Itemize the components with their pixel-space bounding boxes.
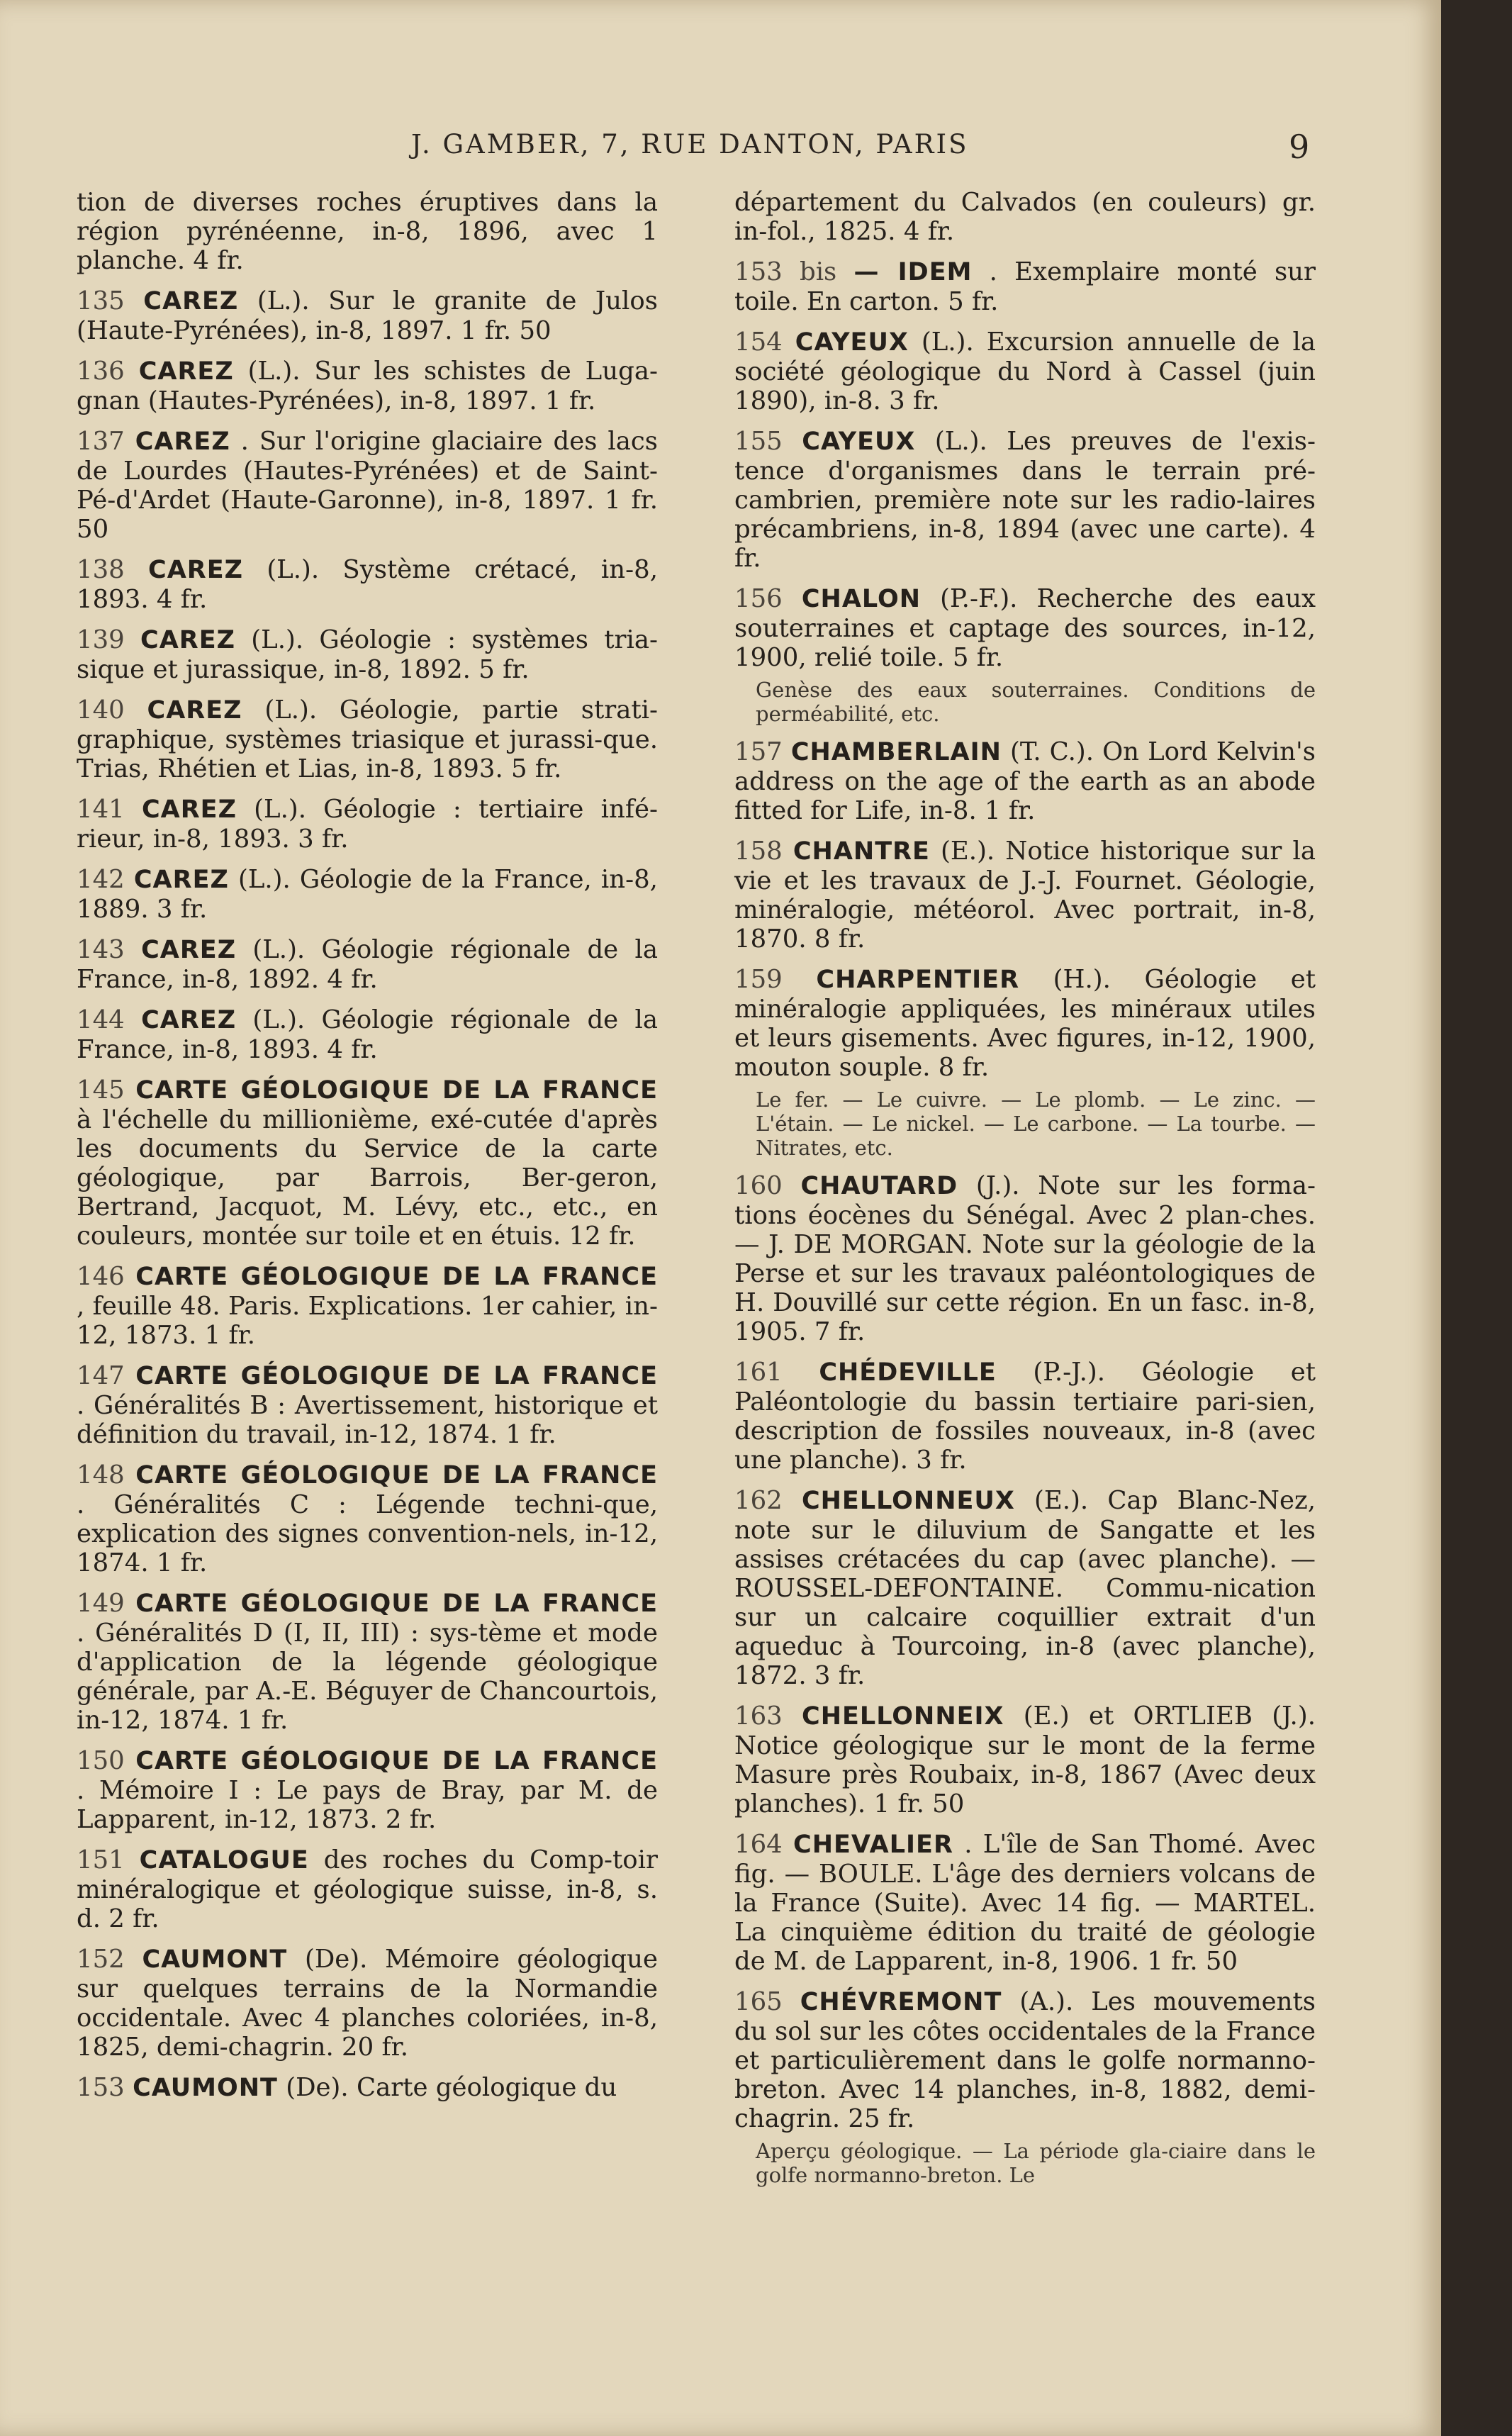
catalogue-entry (734, 1358, 1316, 1475)
entry-author: CAYEUX (802, 428, 916, 456)
entry-number: 159 (734, 965, 783, 994)
entry-number: 158 (734, 837, 783, 866)
catalogue-entry (77, 795, 658, 854)
entry-number: 153 (77, 2073, 125, 2102)
entry-text: (L.). Géologie régionale de la France, in-8, 1892. 4 fr. (77, 935, 658, 994)
entry-author: CAYEUX (795, 328, 909, 357)
entry-text: (L.). Sur le granite de Julos (Haute-Pyrénées), in-8, 1897. 1 fr. 50 (77, 286, 658, 345)
entry-text: (H.). Géologie et minéralogie appliquées, les minéraux utiles et leurs gisements. Avec figures, in-12, 1900, mouton souple. 8 fr. (734, 965, 1316, 1082)
entry-text: (E.). Cap Blanc-Nez, note sur le diluvium de Sangatte et les assises crétacées du cap (avec planche). — ROUSSEL-DEFONTAINE. Commu-nication sur un calcaire coquillier extrait d'un aqueduc à Tourcoing, in-8 (avec planche), 1872. 3 fr. (734, 1486, 1316, 1690)
entry-text: , feuille 48. Paris. Explications. 1er cahier, in-12, 1873. 1 fr. (77, 1292, 658, 1350)
scan-edge (1441, 0, 1512, 2436)
catalogue-entry (734, 1702, 1316, 1818)
entry-number: 138 (77, 555, 125, 584)
entry-text: . Exemplaire monté sur toile. En carton. 5 fr. (734, 257, 1316, 316)
entry-author: CAREZ (141, 795, 237, 824)
entry-note: Genèse des eaux souterraines. Conditions de perméabilité, etc. (756, 678, 1316, 726)
entry-number: 141 (77, 795, 125, 824)
running-header: J. GAMBER, 7, RUE DANTON, PARIS (411, 129, 969, 160)
entry-author: CAREZ (138, 357, 234, 386)
entry-number: 143 (77, 935, 125, 964)
catalogue-entry (77, 555, 658, 614)
entry-number: 164 (734, 1830, 783, 1859)
catalogue-entry (77, 1262, 658, 1350)
entry-text: à l'échelle du millionième, exé-cutée d'après les documents du Service de la carte géologique, par Barrois, Ber-geron, Bertrand, Jacquot, M. Lévy, etc., etc., en couleurs, montée sur toile et en étuis. 12 fr. (77, 1105, 658, 1251)
entry-text: . Sur l'origine glaciaire des lacs de Lourdes (Hautes-Pyrénées) et de Saint-Pé-d'Ardet (Haute-Garonne), in-8, 1897. 1 fr. 50 (77, 427, 658, 544)
catalogue-entry (77, 695, 658, 783)
entry-text: (L.). Géologie régionale de la France, in-8, 1893. 4 fr. (77, 1005, 658, 1064)
entry-number: 144 (77, 1005, 125, 1034)
entry-text: (L.). Géologie, partie strati-graphique, systèmes triasique et jurassi-que. Trias, Rhétien et Lias, in-8, 1893. 5 fr. (77, 695, 658, 783)
entry-number: 145 (77, 1075, 125, 1105)
entry-text: tion de diverses roches éruptives dans la région pyrénéenne, in-8, 1896, avec 1 planche. 4 fr. (77, 188, 658, 275)
catalogue-entry (77, 1589, 658, 1735)
entry-author: CAUMONT (142, 1945, 288, 1974)
entry-author: CARTE GÉOLOGIQUE DE LA FRANCE (135, 1461, 658, 1490)
entry-author: CAREZ (143, 287, 239, 315)
entry-author: CARTE GÉOLOGIQUE DE LA FRANCE (135, 1747, 658, 1775)
continued-text (734, 188, 1316, 246)
catalogue-entry (77, 935, 658, 994)
entry-text: . L'île de San Thomé. Avec fig. — BOULE. L'âge des derniers volcans de la France (Suite). Avec 14 fig. — MARTEL. La cinquième édition du traité de géologie de M. de Lapparent, in-8, 1906. 1 fr. 50 (734, 1830, 1316, 1976)
catalogue-entry (77, 1075, 658, 1251)
entry-number: 150 (77, 1746, 125, 1775)
entry-author: CARTE GÉOLOGIQUE DE LA FRANCE (135, 1362, 658, 1390)
page-number: 9 (1289, 128, 1310, 166)
entry-text: (L.). Géologie : systèmes tria-sique et jurassique, in-8, 1892. 5 fr. (77, 625, 658, 684)
entry-number: 140 (77, 695, 125, 725)
entry-number: 147 (77, 1361, 125, 1390)
catalogue-entry (77, 1746, 658, 1834)
catalogue-entry (77, 1460, 658, 1577)
entry-author: CAREZ (140, 626, 236, 654)
entry-text: (E.) et ORTLIEB (J.). Notice géologique sur le mont de la ferme Masure près Roubaix, in-8, 1867 (Avec deux planches). 1 fr. 50 (734, 1702, 1316, 1818)
catalogue-entry (734, 1987, 1316, 2133)
catalogue-entry (734, 737, 1316, 825)
entry-text: (De). Carte géologique du (286, 2073, 617, 2102)
entry-author: CHÉDEVILLE (819, 1358, 997, 1387)
entry-author: CAUMONT (133, 2074, 278, 2102)
catalogue-entry (734, 965, 1316, 1082)
entry-author: CHÉVREMONT (800, 1988, 1002, 2016)
entry-number: 156 (734, 584, 783, 613)
entry-note: Le fer. — Le cuivre. — Le plomb. — Le zinc. — L'étain. — Le nickel. — Le carbone. — La tourbe. — Nitrates, etc. (756, 1088, 1316, 1160)
catalogue-entry (77, 865, 658, 924)
entry-text: (J.). Note sur les forma-tions éocènes du Sénégal. Avec 2 plan-ches. — J. DE MORGAN. Note sur la géologie de la Perse et sur les travaux paléontologiques de H. Douvillé sur cette région. En un fasc. in-8, 1905. 7 fr. (734, 1171, 1316, 1346)
entry-note: Aperçu géologique. — La période gla-ciaire dans le golfe normanno-breton. Le (756, 2139, 1316, 2187)
catalogue-entry (734, 1171, 1316, 1346)
entry-author: CAREZ (141, 936, 237, 964)
entry-text: (L.). Géologie : tertiaire infé-rieur, in-8, 1893. 3 fr. (77, 795, 658, 854)
entry-author: CHELLONNEIX (802, 1702, 1004, 1731)
catalogue-entry (734, 257, 1316, 316)
entry-number: 137 (77, 427, 125, 456)
entry-text: (L.). Excursion annuelle de la société géologique du Nord à Cassel (juin 1890), in-8. 3 fr. (734, 328, 1316, 415)
entry-text: . Généralités C : Légende techni-que, explication des signes convention-nels, in-12, 1874. 1 fr. (77, 1490, 658, 1577)
entry-text: (L.). Les preuves de l'exis-tence d'organismes dans le terrain pré-cambrien, première note sur les radio-laires précambriens, in-8, 1894 (avec une carte). 4 fr. (734, 427, 1316, 573)
catalogue-entry (77, 1005, 658, 1064)
entry-text: (P.-F.). Recherche des eaux souterraines et captage des sources, in-12, 1900, relié toile. 5 fr. (734, 584, 1316, 672)
entry-author: CARTE GÉOLOGIQUE DE LA FRANCE (135, 1076, 658, 1105)
catalogue-entry (734, 1830, 1316, 1976)
entry-number: 160 (734, 1171, 783, 1200)
entry-number: 157 (734, 737, 783, 766)
entry-text: (L.). Système crétacé, in-8, 1893. 4 fr. (77, 555, 658, 614)
catalogue-entry (734, 584, 1316, 672)
entry-number: 163 (734, 1702, 783, 1731)
entry-number: 146 (77, 1262, 125, 1291)
catalogue-entry (77, 625, 658, 684)
entry-text: des roches du Comp-toir minéralogique et géologique suisse, in-8, s. d. 2 fr. (77, 1845, 659, 1933)
entry-text: . Généralités D (I, II, III) : sys-tème et mode d'application de la légende géologique générale, par A.-E. Béguyer de Chancourtois, in-12, 1874. 1 fr. (77, 1619, 658, 1735)
entry-text: . Mémoire I : Le pays de Bray, par M. de Lapparent, in-12, 1873. 2 fr. (77, 1776, 658, 1834)
catalogue-entry (77, 2073, 658, 2103)
entry-text: département du Calvados (en couleurs) gr. in-fol., 1825. 4 fr. (734, 188, 1316, 246)
entry-author: CHEVALIER (793, 1831, 953, 1859)
entry-author: CATALOGUE (139, 1846, 309, 1875)
entry-author: CARTE GÉOLOGIQUE DE LA FRANCE (135, 1263, 658, 1291)
entry-author: — IDEM (853, 258, 973, 286)
entry-text: (T. C.). On Lord Kelvin's address on the age of the earth as an abode fitted for Life, in-8. 1 fr. (734, 737, 1316, 825)
entry-author: CHELLONNEUX (801, 1487, 1015, 1515)
left-column (77, 188, 658, 2114)
entry-author: CAREZ (147, 696, 242, 725)
entry-author: CHALON (801, 585, 922, 613)
catalogue-entry (734, 1486, 1316, 1690)
catalogue-entry (77, 286, 658, 345)
entry-author: CAREZ (133, 866, 229, 894)
entry-number: 148 (77, 1460, 125, 1490)
entry-number: 162 (734, 1486, 783, 1515)
entry-number: 153 bis (734, 257, 837, 286)
right-column (734, 188, 1316, 2198)
entry-number: 154 (734, 328, 783, 357)
entry-number: 151 (77, 1845, 125, 1875)
entry-number: 161 (734, 1358, 783, 1387)
catalogue-entry (77, 357, 658, 415)
entry-number: 142 (77, 865, 125, 894)
entry-text: (L.). Géologie de la France, in-8, 1889. 3 fr. (77, 865, 658, 924)
entry-number: 139 (77, 625, 125, 654)
entry-author: CHARPENTIER (816, 966, 1020, 994)
catalogue-entry (734, 427, 1316, 573)
entry-author: CHAUTARD (800, 1172, 958, 1200)
entry-number: 149 (77, 1589, 125, 1618)
entry-number: 152 (77, 1945, 125, 1974)
entry-number: 136 (77, 357, 125, 386)
entry-number: 155 (734, 427, 783, 456)
catalogue-entry (734, 328, 1316, 415)
entry-author: CHANTRE (793, 837, 930, 866)
catalogue-entry (77, 427, 658, 544)
entry-author: CAREZ (135, 428, 230, 456)
catalogue-entry (77, 1361, 658, 1449)
entry-text: (L.). Sur les schistes de Luga-gnan (Hautes-Pyrénées), in-8, 1897. 1 fr. (77, 357, 658, 415)
entry-author: CARTE GÉOLOGIQUE DE LA FRANCE (135, 1589, 658, 1618)
entry-number: 165 (734, 1987, 783, 2016)
entry-author: CAREZ (141, 1006, 237, 1034)
entry-text: (E.). Notice historique sur la vie et les travaux de J.-J. Fournet. Géologie, minéralogie, météorol. Avec portrait, in-8, 1870. 8 fr. (734, 837, 1316, 954)
entry-author: CHAMBERLAIN (790, 738, 1002, 766)
entry-author: CAREZ (148, 556, 244, 584)
entry-text: (De). Mémoire géologique sur quelques terrains de la Normandie occidentale. Avec 4 planches coloriées, in-8, 1825, demi-chagrin. 20 fr. (77, 1945, 658, 2062)
entry-text: (A.). Les mouvements du sol sur les côtes occidentales de la France et particulièrement dans le golfe normanno-breton. Avec 14 planches, in-8, 1882, demi-chagrin. 25 fr. (734, 1987, 1316, 2133)
entry-number: 135 (77, 286, 125, 315)
catalogue-entry (77, 1845, 658, 1933)
continued-text (77, 188, 658, 275)
catalogue-entry (734, 837, 1316, 954)
catalogue-entry (77, 1945, 658, 2062)
entry-text: . Généralités B : Avertissement, historique et définition du travail, in-12, 1874. 1 fr. (77, 1391, 658, 1449)
entry-text: (P.-J.). Géologie et Paléontologie du bassin tertiaire pari-sien, description de fossiles nouveaux, in-8 (avec une planche). 3 fr. (734, 1358, 1316, 1475)
